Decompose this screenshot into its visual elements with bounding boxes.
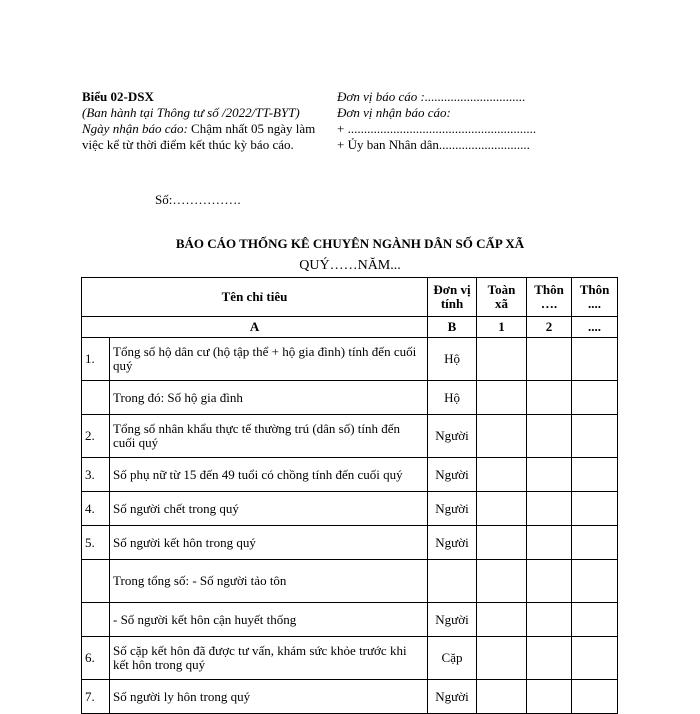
row-number: 3.	[82, 458, 110, 492]
reporting-unit: Đơn vị báo cáo :...............................	[337, 89, 526, 104]
header-commune: Toàn xã	[477, 278, 527, 317]
letter-unit: B	[428, 317, 477, 338]
row-unit: Cặp	[428, 637, 477, 680]
receiving-unit-label: Đơn vị nhận báo cáo:	[337, 105, 451, 120]
issued-by-note: (Ban hành tại Thông tư số /2022/TT-BYT)	[82, 105, 300, 120]
row-unit: Người	[428, 492, 477, 526]
deadline-label: Ngày nhận báo cáo:	[82, 121, 188, 136]
row-indicator-name: Số người kết hôn trong quý	[110, 526, 428, 560]
letter-indicator: A	[82, 317, 428, 338]
row-unit: Người	[428, 603, 477, 637]
table-header-row	[82, 278, 618, 317]
header-village-2: Thôn ....	[572, 278, 618, 317]
row-village-2-cell[interactable]	[572, 637, 618, 680]
row-indicator-name: Trong đó: Số hộ gia đình	[110, 381, 428, 415]
row-village-1-cell[interactable]	[527, 458, 572, 492]
row-village-1-cell[interactable]	[527, 560, 572, 603]
header-right	[337, 89, 547, 153]
header-left	[82, 89, 316, 153]
table-row	[82, 603, 618, 637]
row-commune-cell[interactable]	[477, 526, 527, 560]
row-commune-cell[interactable]	[477, 560, 527, 603]
row-number	[82, 381, 110, 415]
row-unit: Người	[428, 680, 477, 714]
table-row	[82, 381, 618, 415]
row-village-1-cell[interactable]	[527, 381, 572, 415]
row-indicator-name: Số cặp kết hôn đã được tư vấn, khám sức khỏe trước khi kết hôn trong quý	[110, 637, 428, 680]
row-commune-cell[interactable]	[477, 338, 527, 381]
row-indicator-name: Số người chết trong quý	[110, 492, 428, 526]
row-village-2-cell[interactable]	[572, 603, 618, 637]
form-code: Biểu 02-DSX	[82, 89, 154, 104]
table-body	[82, 338, 618, 714]
row-unit: Người	[428, 458, 477, 492]
row-number: 1.	[82, 338, 110, 381]
row-village-2-cell[interactable]	[572, 526, 618, 560]
row-village-2-cell[interactable]	[572, 338, 618, 381]
table-row	[82, 415, 618, 458]
table-row	[82, 458, 618, 492]
row-village-1-cell[interactable]	[527, 415, 572, 458]
receiver-line-2: + Ủy ban Nhân dân............................	[337, 137, 530, 152]
row-number: 2.	[82, 415, 110, 458]
row-village-1-cell[interactable]	[527, 680, 572, 714]
row-number	[82, 603, 110, 637]
header-village-1: Thôn ….	[527, 278, 572, 317]
row-indicator-name: - Số người kết hôn cận huyết thống	[110, 603, 428, 637]
row-village-1-cell[interactable]	[527, 637, 572, 680]
receiver-line-1: + ..........................................................	[337, 121, 537, 136]
table-row	[82, 680, 618, 714]
row-indicator-name: Trong tổng số: - Số người tảo tôn	[110, 560, 428, 603]
row-number: 7.	[82, 680, 110, 714]
header-unit: Đơn vị tính	[428, 278, 477, 317]
table-row	[82, 526, 618, 560]
row-commune-cell[interactable]	[477, 680, 527, 714]
row-village-2-cell[interactable]	[572, 458, 618, 492]
table-row	[82, 492, 618, 526]
statistics-table	[81, 277, 618, 714]
row-village-1-cell[interactable]	[527, 492, 572, 526]
header-indicator: Tên chỉ tiêu	[82, 278, 428, 317]
row-commune-cell[interactable]	[477, 381, 527, 415]
letter-commune: 1	[477, 317, 527, 338]
row-commune-cell[interactable]	[477, 458, 527, 492]
table-row	[82, 338, 618, 381]
report-period: QUÝ……NĂM...	[299, 258, 401, 273]
row-number: 6.	[82, 637, 110, 680]
letter-village-1: 2	[527, 317, 572, 338]
row-commune-cell[interactable]	[477, 603, 527, 637]
row-village-2-cell[interactable]	[572, 415, 618, 458]
row-number: 5.	[82, 526, 110, 560]
row-commune-cell[interactable]	[477, 492, 527, 526]
row-village-2-cell[interactable]	[572, 492, 618, 526]
table-letter-row	[82, 317, 618, 338]
row-village-2-cell[interactable]	[572, 560, 618, 603]
row-unit: Người	[428, 526, 477, 560]
row-village-1-cell[interactable]	[527, 338, 572, 381]
row-indicator-name: Số người ly hôn trong quý	[110, 680, 428, 714]
row-unit: Người	[428, 415, 477, 458]
row-number	[82, 560, 110, 603]
table-row	[82, 637, 618, 680]
row-village-1-cell[interactable]	[527, 526, 572, 560]
row-commune-cell[interactable]	[477, 415, 527, 458]
row-indicator-name: Số phụ nữ từ 15 đến 49 tuổi có chồng tính đến cuối quý	[110, 458, 428, 492]
row-indicator-name: Tổng số hộ dân cư (hộ tập thể + hộ gia đình) tính đến cuối quý	[110, 338, 428, 381]
row-village-2-cell[interactable]	[572, 381, 618, 415]
row-unit: Hộ	[428, 338, 477, 381]
table-row	[82, 560, 618, 603]
row-number: 4.	[82, 492, 110, 526]
row-commune-cell[interactable]	[477, 637, 527, 680]
letter-village-2: ....	[572, 317, 618, 338]
deadline-note	[82, 121, 316, 153]
row-indicator-name: Tổng số nhân khẩu thực tế thường trú (dân số) tính đến cuối quý	[110, 415, 428, 458]
deadline-text: Chậm nhất 05 ngày làm việc kể từ thời điểm kết thúc kỳ báo cáo.	[82, 121, 316, 152]
row-village-1-cell[interactable]	[527, 603, 572, 637]
report-title: BÁO CÁO THỐNG KÊ CHUYÊN NGÀNH DÂN SỐ CẤP XÃ	[175, 236, 525, 251]
row-unit	[428, 560, 477, 603]
row-village-2-cell[interactable]	[572, 680, 618, 714]
row-unit: Hộ	[428, 381, 477, 415]
document-number: Số:…………….	[155, 192, 241, 207]
